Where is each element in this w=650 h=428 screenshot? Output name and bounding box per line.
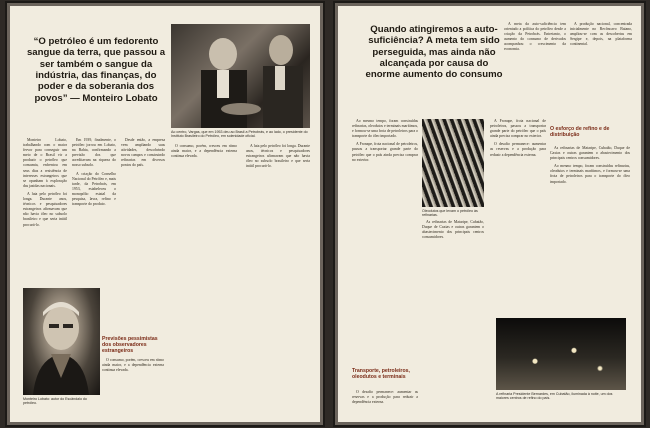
- right-column-top-1: [504, 22, 566, 122]
- left-column-1: [23, 138, 67, 283]
- paragraph: Desde então, a empresa vem ampliando suas atividades, descobrindo novos campos e construindo refinarias em diversos pontos do país.: [121, 138, 165, 168]
- paragraph: A produção nacional, concentrada inicialmente no Recôncavo Baiano, ampliou-se com as descobertas em Sergipe e, depois, na plataforma continental.: [570, 22, 632, 47]
- right-subheading-distribution: O esforço de refino e de distribuição: [550, 126, 610, 139]
- paragraph: O consumo, porém, cresceu em ritmo ainda maior, e a dependência externa continua elevada.: [102, 358, 164, 373]
- paragraph: A criação do Conselho Nacional do Petróleo e, mais tarde, da Petrobrás, em 1953, estabeleceu o monopólio estatal da pesquisa, lavra, refino e transporte do produto.: [72, 171, 116, 207]
- left-column-4: [171, 144, 237, 409]
- left-page: [10, 6, 320, 422]
- paragraph: O consumo, porém, cresceu em ritmo ainda maior, e a dependência externa continua elevada.: [171, 144, 237, 159]
- paragraph: Monteiro Lobato, trabalhando com o maior fervor para conseguir um meio de o Brasil vir a produzir o petróleo que consumia, enfrentou em seus dias a resistência de interesses estrangeiros que se opunham à exploração das jazidas nacionais.: [23, 138, 67, 188]
- photo-monteiro-lobato-image: [23, 288, 100, 395]
- paragraph: O desafio permanece: aumentar as reservas e a produção para reduzir a dependência externa.: [490, 142, 546, 157]
- paragraph: Em 1939, finalmente, o petróleo jorrou em Lobato, na Bahia, confirmando a previsão dos que acreditavam na riqueza do nosso subsolo.: [72, 138, 116, 168]
- paragraph: A luta pelo petróleo foi longa. Durante anos, técnicos e pesquisadores estrangeiros afirmavam que não havia óleo no subsolo brasileiro e que seria inútil procurá-lo.: [23, 191, 67, 227]
- right-column-3: [490, 119, 546, 314]
- left-pull-quote: “O petróleo é um fedorento sangue da terra, que passou a ser também o sangue da indústria, das finanças, do poder e da soberania dos povos” — Monteiro Lobato: [26, 36, 166, 104]
- paragraph: As refinarias de Mataripe, Cubatão, Duque de Caxias e outras garantem o abastecimento dos principais centros consumidores.: [422, 220, 484, 240]
- left-column-under-subheading: [102, 358, 164, 413]
- right-column-1: [352, 119, 418, 363]
- photo-pipelines: [422, 119, 484, 207]
- right-column-1-bottom: [352, 390, 418, 416]
- right-column-2: [422, 220, 484, 410]
- paragraph: O desafio permanece: aumentar as reservas e a produção para reduzir a dependência externa.: [352, 390, 418, 405]
- right-column-top-2: [570, 22, 632, 122]
- right-column-4: [550, 146, 630, 314]
- photo-refinery-caption: A refinaria Presidente Bernardes, em Cubatão, iluminada à noite, um dos maiores centros de refino do país.: [496, 392, 613, 401]
- right-page: [338, 6, 641, 422]
- photo-vargas-caption: Ao centro, Vargas, que em 1953 deu ao Brasil a Petrobrás, e ao lado, o presidente do Instituto Brasileiro do Petróleo, em solenidade oficial.: [171, 130, 308, 139]
- photo-refinery: [496, 318, 626, 390]
- photo-pipelines-caption: Oleodutos que levam o petróleo às refinarias.: [422, 209, 478, 218]
- photo-vargas-image: [171, 24, 310, 128]
- left-column-5: [246, 144, 310, 409]
- photo-monteiro-lobato-caption: Monteiro Lobato: autor do Escândalo do petróleo.: [23, 397, 87, 406]
- paragraph: A luta pelo petróleo foi longa. Durante anos, técnicos e pesquisadores estrangeiros afirmavam que não havia óleo no subsolo brasileiro e que seria inútil procurá-lo.: [246, 144, 310, 169]
- paragraph: Ao mesmo tempo, foram construídas refinarias, oleodutos e terminais marítimos, e formou-se uma frota de petroleiros para o transporte do óleo importado.: [550, 164, 630, 184]
- paragraph: A meta da auto-suficiência tem orientado a política do petróleo desde a criação da Petrobrás. Entretanto, o aumento do consumo de derivados acompanhou o crescimento da economia.: [504, 22, 566, 52]
- paragraph: Ao mesmo tempo, foram construídas refinarias, oleodutos e terminais marítimos, e formou-se uma frota de petroleiros para o transporte do óleo importado.: [352, 119, 419, 139]
- photo-monteiro-lobato: [23, 288, 100, 395]
- paragraph: A Fronape, frota nacional de petroleiros, passou a transportar grande parte do petróleo que o país ainda precisa comprar no exterior.: [352, 142, 418, 162]
- left-column-3: [121, 138, 165, 328]
- right-subheading-transport: Transporte, petroleiros, oleodutos e terminais: [352, 368, 410, 381]
- photo-vargas: [171, 24, 310, 128]
- right-pull-quote: Quando atingiremos a auto-suficiência? A meta tem sido perseguida, mas ainda não alcançada por causa do enorme aumento do consumo: [365, 24, 503, 81]
- paragraph: As refinarias de Mataripe, Cubatão, Duque de Caxias e outras garantem o abastecimento dos principais centros consumidores.: [550, 146, 630, 161]
- left-subheading: Previsões pessimistas dos observadores estrangeiros: [102, 336, 158, 355]
- paragraph: A Fronape, frota nacional de petroleiros, passou a transportar grande parte do petróleo que o país ainda precisa comprar no exterior.: [490, 119, 546, 139]
